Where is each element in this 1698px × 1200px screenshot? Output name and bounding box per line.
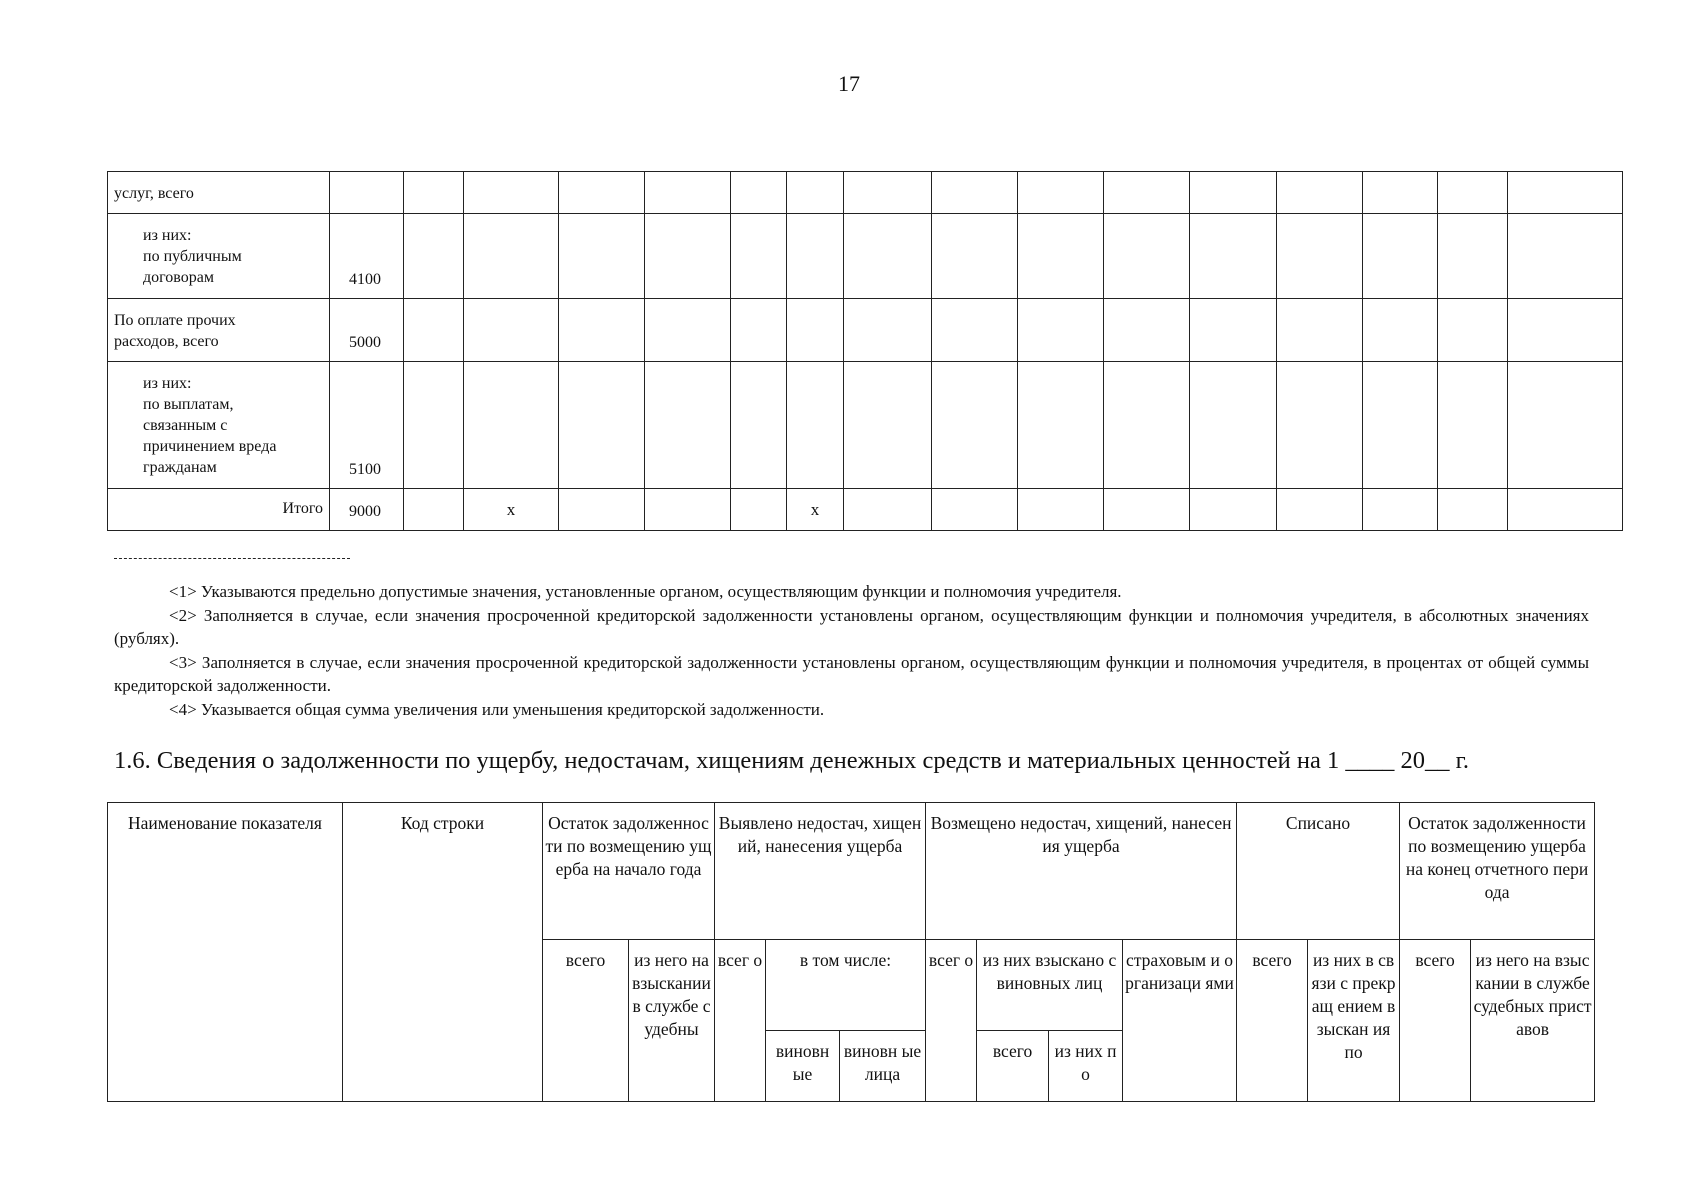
footnote: <2> Заполняется в случае, если значения просроченной кредиторской задолженности установлены органом, осуществляющим функции и полномочия учредителя, в абсолютных значениях (рублях). (114, 605, 1589, 648)
footnote: <4> Указывается общая сумма увеличения или уменьшения кредиторской задолженности. (169, 699, 825, 719)
table-row (108, 362, 1623, 489)
written-total: всего (1237, 940, 1308, 1102)
repaid-from-culprits: из них взыскано с виновных лиц (977, 940, 1123, 1031)
row-label: услуг, всего (108, 172, 330, 214)
damage-debt-table (107, 802, 1595, 1102)
repaid-culprits-total: всего (977, 1031, 1049, 1102)
total-label: Итого (108, 489, 330, 531)
footnote-separator (114, 558, 350, 559)
header-found: Выявлено недостач, хищений, нанесения ущерба (715, 803, 926, 940)
table-row (108, 299, 1623, 362)
table-row (108, 214, 1623, 299)
total-code: 9000 (330, 489, 404, 531)
row-label: из них: по публичным договорам (108, 214, 330, 299)
total-mark: x (464, 489, 559, 531)
row-code: 5000 (330, 299, 404, 362)
row-label: По оплате прочих расходов, всего (108, 299, 330, 362)
section-title: 1.6. Сведения о задолженности по ущербу, недостачам, хищениям денежных средств и материальных ценностей на 1 ____ 20__ г. (114, 747, 1470, 774)
header-balance-start: Остаток задолженности по возмещению ущерба на начало года (543, 803, 715, 940)
table-row (108, 172, 1623, 214)
start-total: всего (543, 940, 629, 1102)
written-termination: из них в связи с прекращ ением взыскан ия по (1308, 940, 1400, 1102)
row-label: из них: по выплатам, связанным с причинением вреда гражданам (108, 362, 330, 489)
accounts-payable-table-continuation (107, 171, 1623, 531)
footnote: <1> Указываются предельно допустимые значения, установленные органом, осуществляющим функции и полномочия учредителя. (169, 582, 1122, 601)
row-code: 5100 (330, 362, 404, 489)
repaid-total: всег о (926, 940, 977, 1102)
repaid-insurance: страховым и организаци ями (1123, 940, 1237, 1102)
end-on-bailiff: из него на взыскании в службе судебных приставов (1471, 940, 1595, 1102)
found-culprits: виновн ые (766, 1031, 840, 1102)
found-total: всег о (715, 940, 766, 1102)
end-total: всего (1400, 940, 1471, 1102)
header-balance-end: Остаток задолженности по возмещению ущерба на конец отчетного периода (1400, 803, 1595, 940)
header-written-off: Списано (1237, 803, 1400, 940)
footnote: <3> Заполняется в случае, если значения просроченной кредиторской задолженности установлены органом, осуществляющим функции и полномочия учредителя, в процентах от общей суммы кредиторской задолженности. (114, 652, 1589, 695)
row-code (330, 172, 404, 214)
header-line-code: Код строки (343, 803, 543, 1102)
footnotes (114, 580, 1589, 721)
total-row (108, 489, 1623, 531)
page-number: 17 (838, 71, 860, 96)
start-on-bailiff: из него на взыскании в службе судебны (629, 940, 715, 1102)
row-code: 4100 (330, 214, 404, 299)
found-culprit-persons: виновн ые лица (840, 1031, 926, 1102)
found-including: в том числе: (766, 940, 926, 1031)
total-mark: x (787, 489, 844, 531)
header-indicator-name: Наименование показателя (108, 803, 343, 1102)
header-repaid: Возмещено недостач, хищений, нанесения ущерба (926, 803, 1237, 940)
repaid-culprits-from: из них по (1049, 1031, 1123, 1102)
